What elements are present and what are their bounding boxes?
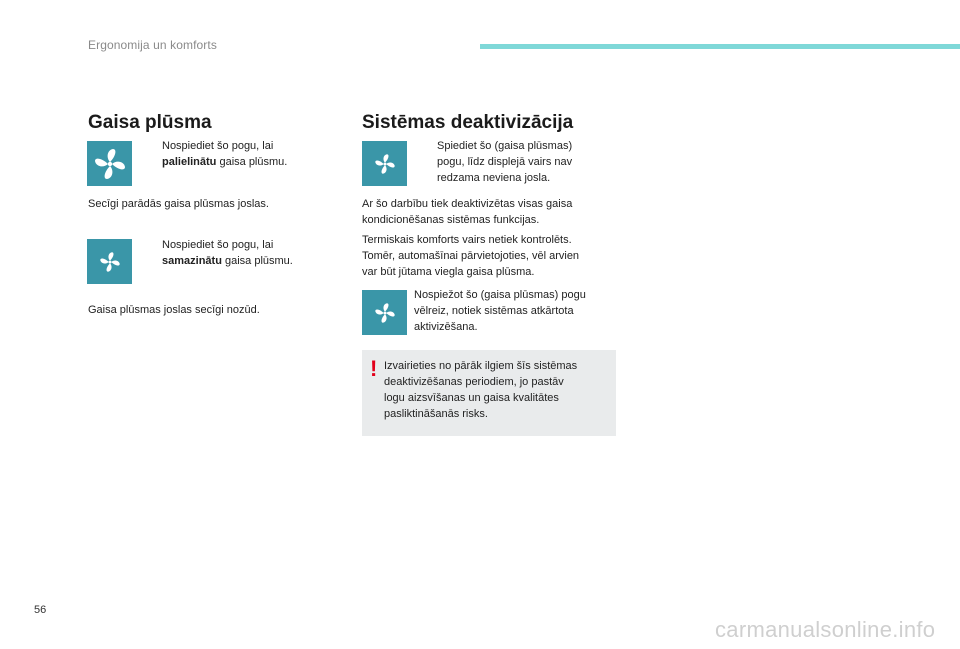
warning-icon: ! xyxy=(370,356,378,381)
section-title: Ergonomija un komforts xyxy=(88,38,217,52)
watermark: carmanualsonline.info xyxy=(715,617,936,642)
fan-icon xyxy=(374,153,396,175)
heading-deactivation: Sistēmas deaktivizācija xyxy=(362,112,574,133)
fan-icon xyxy=(93,147,127,181)
paragraph-thermal-comfort: Termiskais komforts vairs netiek kontrolēts. Tomēr, automašīnai pārvietojoties, vēl arvien var būt jūtama viegla gaisa plūsma. xyxy=(362,234,580,278)
instruction-increase: Nospiediet šo pogu, lai palielinātu gaisa plūsmu. xyxy=(162,140,288,168)
heading-airflow: Gaisa plūsma xyxy=(88,112,212,133)
page-number: 56 xyxy=(34,604,47,616)
fan-icon xyxy=(99,251,121,273)
fan-button-decrease xyxy=(87,239,132,284)
paragraph-bars-disappear: Gaisa plūsmas joslas secīgi nozūd. xyxy=(88,304,260,316)
fan-icon xyxy=(374,302,396,324)
instruction-decrease: Nospiediet šo pogu, lai samazinātu gaisa plūsmu. xyxy=(162,239,293,267)
section-accent-bar xyxy=(480,44,960,49)
fan-button-increase xyxy=(87,141,132,186)
fan-button-reactivate xyxy=(362,290,407,335)
fan-button-off xyxy=(362,141,407,186)
instruction-reactivate: Nospiežot šo (gaisa plūsmas) pogu vēlreiz, notiek sistēmas atkārtota aktivizēšana. xyxy=(414,289,586,333)
warning-text: Izvairieties no pārāk ilgiem šīs sistēmas deaktivizēšanas periodiem, jo pastāv logu aizsvīšanas un gaisa kvalitātes pasliktināšanās risks. xyxy=(384,360,578,420)
paragraph-bars-appear: Secīgi parādās gaisa plūsmas joslas. xyxy=(88,198,269,210)
instruction-deactivate: Spiediet šo (gaisa plūsmas) pogu, līdz displejā vairs nav redzama neviena josla. xyxy=(437,140,573,184)
paragraph-deactivates-functions: Ar šo darbību tiek deaktivizētas visas gaisa kondicionēšanas sistēmas funkcijas. xyxy=(362,198,573,226)
